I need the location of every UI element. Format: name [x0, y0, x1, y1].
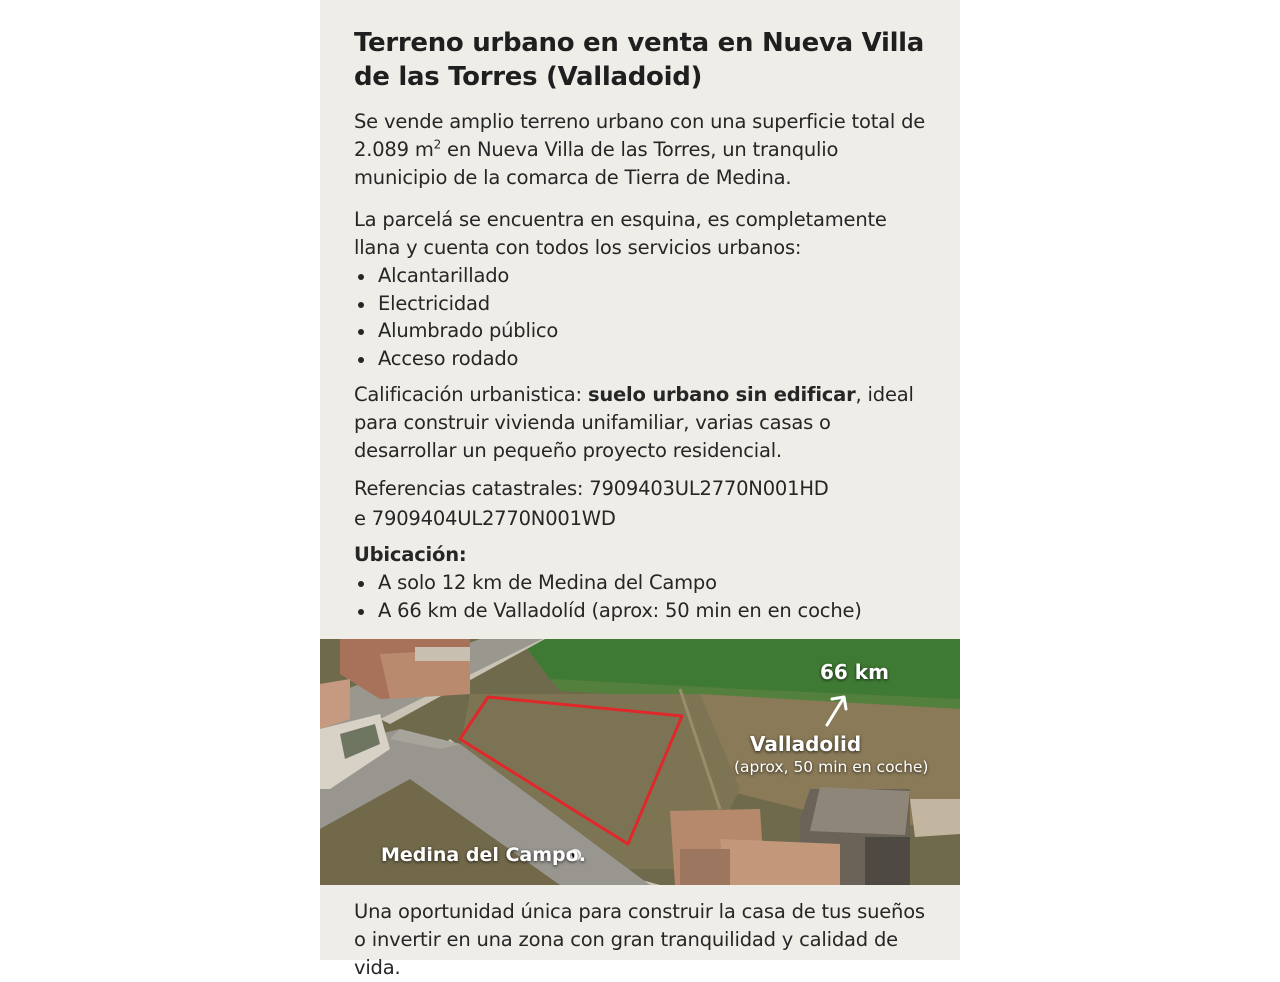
location-item: A solo 12 km de Medina del Campo — [354, 569, 934, 597]
cadastral-line-2: e 7909404UL2770N001WD — [354, 507, 616, 530]
location-heading: Ubicación: — [354, 543, 467, 566]
intro-text-before: Se vende amplio terreno urbano con una superficie total de 2.089 m — [354, 110, 926, 161]
zoning-rest: , ideal para construir vivienda unifamiliar, varias casas o desarrollar un pequeño proyecto residencial. — [354, 383, 914, 462]
closing-paragraph: Una oportunidad única para construir la casa de tus sueños o invertir en una zona con gran tranquilidad y calidad de vida. — [354, 900, 925, 979]
listing-card — [320, 0, 960, 979]
parcel-section — [354, 206, 934, 372]
zoning-paragraph — [354, 381, 934, 465]
service-item: Acceso rodado — [354, 345, 934, 373]
aerial-photo — [320, 639, 960, 885]
location-list — [354, 569, 934, 624]
location-item: A 66 km de Valladolíd (aprox: 50 min en en coche) — [354, 597, 934, 625]
location-section — [354, 541, 934, 624]
cadastral-line-1: Referencias catastrales: 7909403UL2770N001HD — [354, 477, 829, 500]
town-label: Medina del Campo. — [381, 844, 586, 866]
intro-superscript: 2 — [433, 137, 442, 152]
service-item: Alumbrado público — [354, 317, 934, 345]
services-list — [354, 262, 934, 372]
city-label: Valladolid — [750, 732, 862, 756]
intro-paragraph — [354, 108, 934, 192]
cadastral-section — [354, 474, 934, 534]
listing-title: Terreno urbano en venta en Nueva Villa de las Torres (Valladoid) — [354, 28, 925, 92]
parcel-description: La parcelá se encuentra en esquina, es completamente llana y cuenta con todos los servicios urbanos: — [354, 208, 887, 259]
service-item: Electricidad — [354, 290, 934, 318]
zoning-value: suelo urbano sin edificar — [587, 383, 856, 406]
distance-label: 66 km — [820, 660, 889, 684]
zoning-label: Calificación urbanistica: — [354, 383, 588, 406]
city-sublabel: (aprox, 50 min en coche) — [734, 758, 929, 776]
intro-text-after: en Nueva Villa de las Torres, un tranqulio municipio de la comarca de Tierra de Medina. — [354, 138, 839, 189]
service-item: Alcantarillado — [354, 262, 934, 290]
